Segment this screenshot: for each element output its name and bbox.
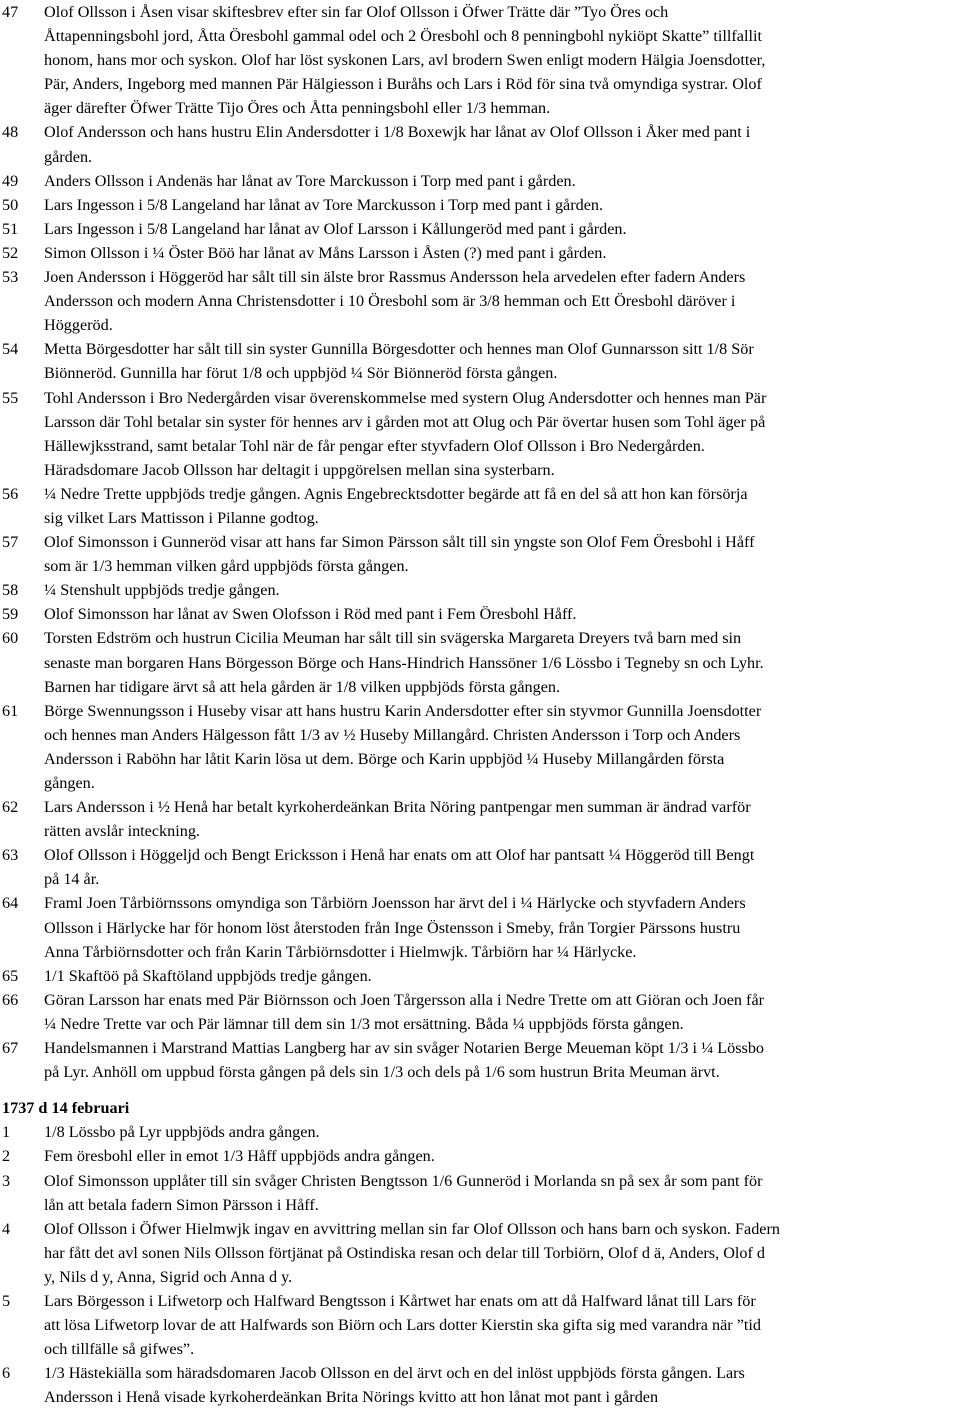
entry-text	[44, 1036, 958, 1084]
entry-text	[44, 386, 958, 482]
entry-text	[44, 217, 958, 241]
entry-item	[0, 217, 960, 241]
entry-item	[0, 386, 960, 482]
entry-item	[0, 482, 960, 530]
entry-number: 58	[2, 581, 19, 600]
entry-text	[44, 1120, 958, 1144]
entry-line: och hennes man Anders Hälgesson fått 1/3 av ½ Huseby Millangård. Christen Andersson i Torp och Anders	[44, 725, 741, 744]
entry-text	[44, 1217, 958, 1289]
entry-number: 59	[2, 605, 19, 624]
entry-item	[0, 626, 960, 698]
entry-number: 52	[2, 243, 19, 262]
entry-number: 67	[2, 1039, 19, 1058]
entry-line: Lars Ingesson i 5/8 Langeland har lånat av Olof Larsson i Kållungeröd med pant i gården.	[44, 219, 627, 238]
entry-line: lån att betala fadern Simon Pärsson i Håff.	[44, 1195, 319, 1214]
entry-item	[0, 843, 960, 891]
entry-number: 57	[2, 533, 19, 552]
entry-text	[44, 699, 958, 795]
entry-number: 62	[2, 798, 19, 817]
entry-text	[44, 337, 958, 385]
entry-line: Framl Joen Tårbiörnssons omyndiga son Tårbiörn Joensson har ärvt del i ¼ Härlycke och styvfadern Anders	[44, 894, 746, 913]
entry-text	[44, 578, 958, 602]
entry-line: Lars Ingesson i 5/8 Langeland har lånat av Tore Marckusson i Torp med pant i gården.	[44, 195, 604, 214]
entry-line: Andersson i Henå visade kyrkoherdeänkan Brita Nörings kvitto att hon lånat mot pant i gården	[44, 1388, 659, 1407]
entry-line: Olof Simonsson i Gunneröd visar att hans far Simon Pärsson sålt till sin yngste son Olof Fem Öresbohl i Håff	[44, 533, 755, 552]
entry-line: Göran Larsson har enats med Pär Biörnsson och Joen Tårgersson alla i Nedre Trette om att Giöran och Joen får	[44, 990, 765, 1009]
entry-line: Höggeröd.	[44, 316, 113, 335]
entry-line: 1/3 Hästekiälla som häradsdomaren Jacob Ollsson en del ärvt och en del inlöst uppbjöds första gången. Lars	[44, 1364, 745, 1383]
entry-item	[0, 1361, 960, 1409]
entry-line: 1/8 Lössbo på Lyr uppbjöds andra gången.	[44, 1123, 320, 1142]
entry-text	[44, 241, 958, 265]
entry-item	[0, 241, 960, 265]
entry-line: Torsten Edström och hustrun Cicilia Meuman har sålt till sin svägerska Margareta Dreyers två barn med sin	[44, 629, 742, 648]
entry-number: 55	[2, 388, 19, 407]
entry-item	[0, 699, 960, 795]
entries-1737	[0, 1120, 960, 1409]
entry-text	[44, 265, 958, 337]
entry-text	[44, 1289, 958, 1361]
entry-item	[0, 530, 960, 578]
entry-number: 50	[2, 195, 19, 214]
entry-line: gången.	[44, 774, 95, 792]
entry-line: Åttapenningsbohl jord, Åtta Öresbohl gammal odel och 2 Öresbohl och 8 penningbohl nykiöpt Skatte” tillfallit	[44, 27, 762, 46]
entry-line: senaste man borgaren Hans Börgesson Börge och Hans-Hindrich Hanssöner 1/6 Lössbo i Tegneby sn och Lyhr.	[44, 653, 764, 672]
entry-item	[0, 1120, 960, 1144]
entry-item	[0, 1289, 960, 1361]
entry-item	[0, 891, 960, 963]
entry-text	[44, 482, 958, 530]
entry-line: honom, hans mor och syskon. Olof har löst syskonen Lars, avl brodern Swen enligt modern Hälgia Joensdotter,	[44, 51, 766, 70]
entry-line: sig vilket Lars Mattisson i Pilanne godtog.	[44, 508, 319, 527]
entry-item	[0, 602, 960, 626]
entry-number: 53	[2, 268, 19, 287]
entry-line: y, Nils d y, Anna, Sigrid och Anna d y.	[44, 1267, 293, 1286]
entry-item	[0, 0, 960, 120]
entry-number: 6	[2, 1364, 11, 1383]
entry-line: Börge Swennungsson i Huseby visar att hans hustru Karin Andersdotter efter sin styvmor Gunnilla Joensdotter	[44, 701, 762, 720]
entry-line: Lars Börgesson i Lifwetorp och Halfward Bengtsson i Kårtwet har enats om att då Halfward lånat till Lars för	[44, 1291, 756, 1310]
entry-number: 51	[2, 219, 19, 238]
entry-line: äger därefter Öfwer Trätte Tijo Öres och Åtta penningsbohl eller 1/3 hemman.	[44, 99, 551, 118]
entry-item	[0, 964, 960, 988]
entry-line: Joen Andersson i Höggeröd har sålt till sin älste bror Rassmus Andersson hela arvedelen efter fadern Anders	[44, 268, 746, 287]
entry-text	[44, 120, 958, 168]
entry-item	[0, 265, 960, 337]
entry-line: Anna Tårbiörnsdotter och från Karin Tårbiörnsdotter i Hielmwjk. Tårbiörn har ¼ Härlycke.	[44, 942, 637, 961]
entry-item	[0, 1144, 960, 1168]
entry-number: 1	[2, 1123, 11, 1142]
entry-text	[44, 1169, 958, 1217]
entry-line: ¼ Stenshult uppbjöds tredje gången.	[44, 581, 280, 600]
entry-item	[0, 1169, 960, 1217]
entry-number: 5	[2, 1291, 11, 1310]
entry-text	[44, 193, 958, 217]
entry-number: 60	[2, 629, 19, 648]
entry-text	[44, 169, 958, 193]
entry-item	[0, 1217, 960, 1289]
entry-item	[0, 988, 960, 1036]
entry-line: Lars Andersson i ½ Henå har betalt kyrkoherdeänkan Brita Nöring pantpengar men summan är ändrad varför	[44, 798, 751, 817]
entry-line: som är 1/3 hemman vilken gård uppbjöds första gången.	[44, 557, 409, 576]
entry-line: Barnen har tidigare ärvt så att hela gården är 1/8 vilken uppbjöds första gången.	[44, 677, 561, 696]
entry-number: 3	[2, 1171, 11, 1190]
entry-line: rätten avslår inteckning.	[44, 822, 200, 841]
entry-line: på Lyr. Anhöll om uppbud första gången på dels sin 1/3 och dels på 1/6 som hustrun Brita Meuman ärvt.	[44, 1063, 720, 1082]
entry-text	[44, 0, 958, 120]
entry-line: Andersson i Raböhn har låtit Karin lösa ut dem. Börge och Karin uppbjöd ¼ Huseby Millangården första	[44, 749, 725, 768]
section-heading: 1737 d 14 februari	[2, 1099, 130, 1118]
entry-line: Fem öresbohl eller in emot 1/3 Håff uppbjöds andra gången.	[44, 1147, 435, 1166]
entry-number: 4	[2, 1219, 11, 1238]
entry-line: Metta Börgesdotter har sålt till sin syster Gunnilla Börgesdotter och hennes man Olof Gunnarsson sitt 1/8 Sör	[44, 340, 754, 359]
entry-number: 61	[2, 701, 19, 720]
entry-line: Pär, Anders, Ingeborg med mannen Pär Hälgiesson i Buråhs och Lars i Röd för sina två omyndiga systrar. Olof	[44, 75, 762, 94]
entry-line: gården.	[44, 147, 93, 166]
entry-line: ¼ Nedre Trette uppbjöds tredje gången. Agnis Engebrecktsdotter begärde att få en del så att hon kan försörja	[44, 484, 748, 503]
entry-text	[44, 795, 958, 843]
entry-text	[44, 626, 958, 698]
entry-number: 65	[2, 966, 19, 985]
entry-line: på 14 år.	[44, 870, 100, 889]
entry-item	[0, 578, 960, 602]
entry-line: Häradsdomare Jacob Ollsson har deltagit i uppgörelsen mellan sina systerbarn.	[44, 460, 555, 479]
entry-text	[44, 964, 958, 988]
entry-item	[0, 337, 960, 385]
entry-line: har fått det avl sonen Nils Ollsson förtjänat på Ostindiska resan och delar till Torbiörn, Olof d ä, Anders, Olof d	[44, 1243, 766, 1262]
entry-item	[0, 1036, 960, 1084]
entry-number: 66	[2, 990, 19, 1009]
entry-number: 49	[2, 171, 19, 190]
entry-line: Olof Simonsson har lånat av Swen Olofsson i Röd med pant i Fem Öresbohl Håff.	[44, 605, 577, 624]
entry-line: Handelsmannen i Marstrand Mattias Langberg har av sin svåger Notarien Berge Meueman köpt 1/3 i ¼ Lössbo	[44, 1039, 765, 1058]
entry-number: 48	[2, 123, 19, 142]
entry-line: Ollsson i Härlycke har för honom löst återstoden från Inge Östensson i Smeby, från Torgier Pärssons hustru	[44, 918, 741, 937]
entry-line: Larsson där Tohl betalar sin syster för hennes arv i gården mot att Olug och Pär övertar husen som Tohl äger på	[44, 412, 766, 431]
entry-item	[0, 193, 960, 217]
entry-item	[0, 120, 960, 168]
entry-number: 54	[2, 340, 19, 359]
entry-line: Andersson och modern Anna Christensdotter i 10 Öresbohl som är 3/8 hemman och Ett Öresbohl däröver i	[44, 292, 736, 311]
entry-line: Olof Simonsson upplåter till sin svåger Christen Bengtsson 1/6 Gunneröd i Morlanda sn på sex år som pant för	[44, 1171, 763, 1190]
entry-item	[0, 795, 960, 843]
entry-item	[0, 169, 960, 193]
entry-line: att lösa Lifwetorp lovar de att Halfwards son Biörn och Lars dotter Kierstin ska gifta sig med varandra när ”tid	[44, 1316, 761, 1335]
entry-line: Olof Ollsson i Åsen visar skiftesbrev efter sin far Olof Ollsson i Öfwer Trätte där ”Tyo Öres och	[44, 3, 669, 21]
entry-line: ¼ Nedre Trette var och Pär lämnar till dem sin 1/3 mot ersättning. Båda ¼ uppbjöds första gången.	[44, 1014, 684, 1033]
entry-text	[44, 891, 958, 963]
entry-text	[44, 843, 958, 891]
entry-number: 56	[2, 484, 19, 503]
entry-number: 2	[2, 1147, 11, 1166]
entry-text	[44, 602, 958, 626]
entry-text	[44, 988, 958, 1036]
entry-line: och tillfälle så gifwes”.	[44, 1340, 195, 1359]
entry-line: Hällewjksstrand, samt betalar Tohl när de får pengar efter styvfadern Olof Ollsson i Bro Nedergården.	[44, 436, 705, 455]
entry-line: Anders Ollsson i Andenäs har lånat av Tore Marckusson i Torp med pant i gården.	[44, 171, 576, 190]
entry-number: 63	[2, 846, 19, 865]
entry-line: Olof Andersson och hans hustru Elin Andersdotter i 1/8 Boxewjk har lånat av Olof Ollsson i Åker med pant i	[44, 123, 751, 142]
entry-line: Tohl Andersson i Bro Nedergården visar överenskommelse med systern Olug Andersdotter och hennes man Pär	[44, 388, 767, 407]
entry-line: Biönneröd. Gunnilla har förut 1/8 och uppbjöd ¼ Sör Biönneröd första gången.	[44, 364, 558, 383]
entry-number: 64	[2, 894, 19, 913]
entry-number: 47	[2, 3, 19, 21]
entry-line: Olof Ollsson i Höggeljd och Bengt Ericksson i Henå har enats om att Olof har pantsatt ¼ Höggeröd till Bengt	[44, 846, 755, 865]
entry-text	[44, 1144, 958, 1168]
entry-text	[44, 530, 958, 578]
entry-line: Olof Ollsson i Öfwer Hielmwjk ingav en avvittring mellan sin far Olof Ollsson och hans barn och syskon. Fadern	[44, 1219, 780, 1238]
entry-text	[44, 1361, 958, 1409]
entry-line: 1/1 Skaftöö på Skaftöland uppbjöds tredje gången.	[44, 966, 372, 985]
entry-line: Simon Ollsson i ¼ Öster Böö har lånat av Måns Larsson i Åsten (?) med pant i gården.	[44, 243, 607, 262]
